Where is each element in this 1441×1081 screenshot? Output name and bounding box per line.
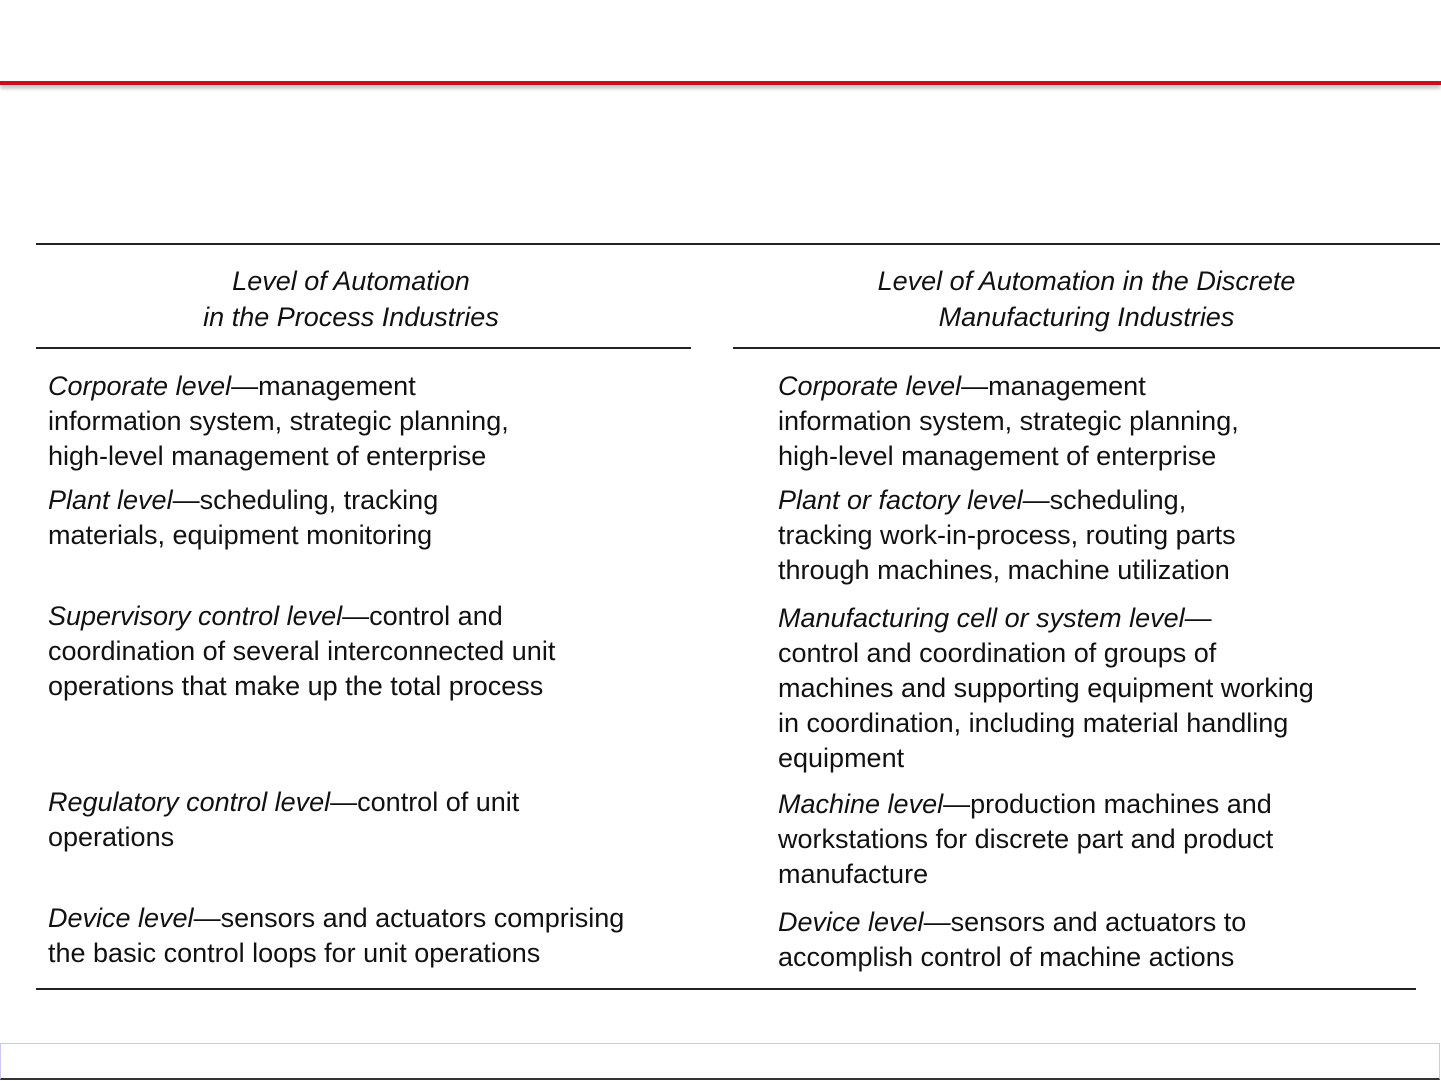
header-rule-right — [733, 347, 1440, 349]
cell-line: information system, strategic planning, — [48, 406, 509, 436]
level-term: Device level — [778, 907, 924, 937]
cell-line: accomplish control of machine actions — [778, 942, 1235, 972]
cell-line: operations that make up the total process — [48, 671, 544, 701]
cell-line: operations — [48, 822, 175, 852]
cell-line — [48, 785, 519, 820]
level-term: Machine level — [778, 789, 944, 819]
level-description: —management — [231, 371, 416, 401]
discrete-level-cell — [778, 787, 1273, 892]
cell-line — [778, 787, 1273, 822]
process-level-cell — [48, 599, 555, 704]
level-term: Supervisory control level — [48, 601, 343, 631]
cell-line: manufacture — [778, 859, 929, 889]
level-description: —sensors and actuators comprising — [193, 903, 625, 933]
level-term: Plant or factory level — [778, 485, 1023, 515]
process-level-cell — [48, 483, 438, 553]
title-divider-line — [0, 81, 1441, 85]
table-bottom-rule — [36, 988, 1416, 990]
header-rule-left — [36, 347, 691, 349]
cell-line: information system, strategic planning, — [778, 406, 1239, 436]
cell-line: tracking work-in-process, routing parts — [778, 520, 1236, 550]
discrete-level-cell — [778, 369, 1239, 474]
cell-line: coordination of several interconnected unit — [48, 636, 556, 666]
discrete-level-cell — [778, 483, 1236, 588]
cell-line: materials, equipment monitoring — [48, 520, 433, 550]
cell-line — [778, 483, 1236, 518]
cell-line — [48, 483, 438, 518]
cell-line: in coordination, including material handling — [778, 708, 1289, 738]
cell-line — [778, 601, 1314, 636]
level-description: —scheduling, tracking — [172, 485, 439, 515]
level-term: Corporate level — [778, 371, 962, 401]
header-line: Manufacturing Industries — [938, 302, 1235, 332]
level-description: —scheduling, — [1022, 485, 1187, 515]
level-description: —control and — [342, 601, 503, 631]
table-top-rule — [36, 243, 1440, 245]
level-description: — — [1184, 603, 1212, 633]
cell-line: machines and supporting equipment working — [778, 673, 1314, 703]
level-description: —management — [961, 371, 1146, 401]
cell-line: high-level management of enterprise — [778, 441, 1217, 471]
header-line: in the Process Industries — [203, 302, 499, 332]
cell-line — [778, 369, 1239, 404]
cell-line: equipment — [778, 743, 905, 773]
cell-line — [48, 369, 509, 404]
process-level-cell — [48, 901, 624, 971]
process-level-cell — [48, 369, 509, 474]
cell-line: control and coordination of groups of — [778, 638, 1217, 668]
level-term: Regulatory control level — [48, 787, 331, 817]
cell-line: through machines, machine utilization — [778, 555, 1230, 585]
cell-line — [48, 599, 555, 634]
level-description: —production machines and — [943, 789, 1272, 819]
cell-line: the basic control loops for unit operations — [48, 938, 541, 968]
level-term: Manufacturing cell or system level — [778, 603, 1185, 633]
level-description: —sensors and actuators to — [923, 907, 1247, 937]
header-line: Level of Automation in the Discrete — [877, 266, 1296, 296]
level-description: —control of unit — [330, 787, 520, 817]
discrete-level-cell — [778, 905, 1246, 975]
cell-line: high-level management of enterprise — [48, 441, 487, 471]
process-level-cell — [48, 785, 519, 855]
column-header-process — [36, 263, 666, 335]
cell-line: workstations for discrete part and product — [778, 824, 1274, 854]
footer-bar — [0, 1043, 1440, 1080]
column-header-discrete — [733, 263, 1440, 335]
header-line: Level of Automation — [232, 266, 470, 296]
level-term: Device level — [48, 903, 194, 933]
cell-line — [48, 901, 624, 936]
cell-line — [778, 905, 1246, 940]
level-term: Plant level — [48, 485, 173, 515]
discrete-level-cell — [778, 601, 1314, 776]
level-term: Corporate level — [48, 371, 232, 401]
